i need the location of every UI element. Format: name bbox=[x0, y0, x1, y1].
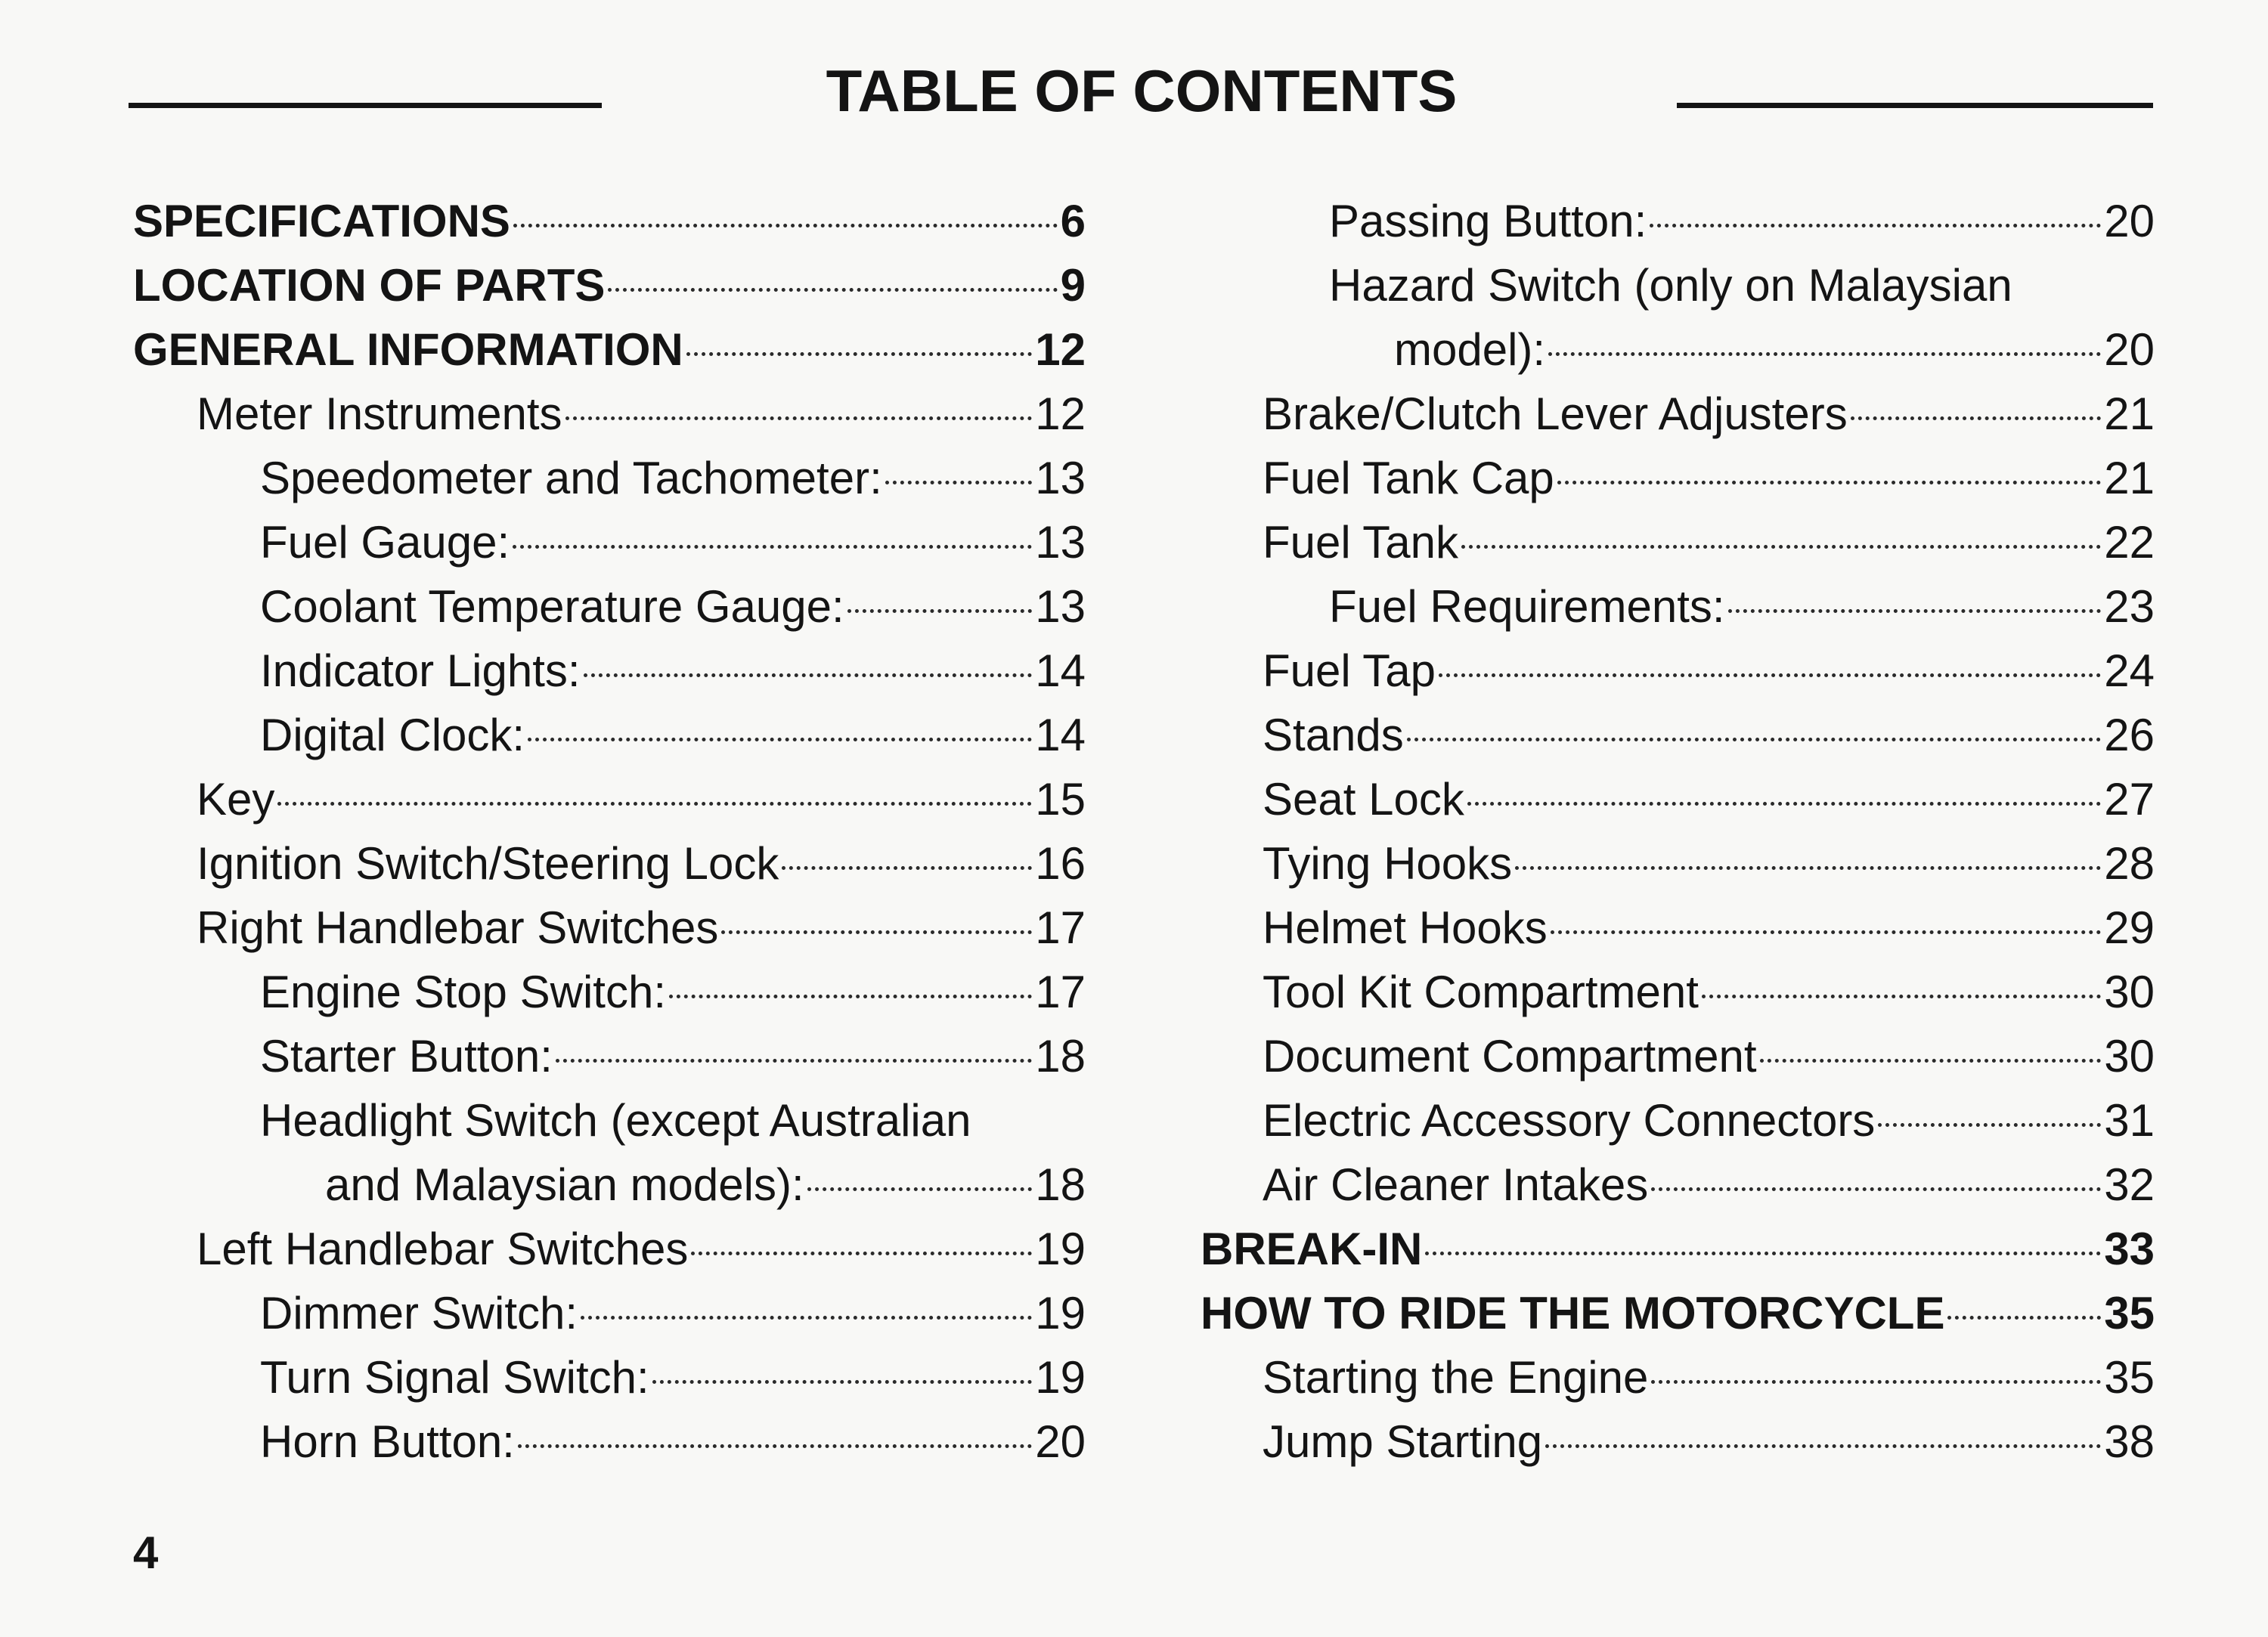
toc-entry[interactable] bbox=[133, 253, 1086, 317]
dot-leader bbox=[528, 738, 1032, 741]
toc-entry-label: Passing Button: bbox=[1329, 196, 1647, 246]
toc-entry[interactable] bbox=[133, 189, 1086, 253]
toc-entry-page: 23 bbox=[2104, 581, 2155, 632]
toc-entry-label: Coolant Temperature Gauge: bbox=[260, 581, 844, 632]
toc-entry[interactable] bbox=[133, 1153, 1086, 1217]
dot-leader bbox=[721, 930, 1032, 934]
toc-entry-page: 20 bbox=[2104, 324, 2155, 375]
toc-entry-label: Starter Button: bbox=[260, 1031, 553, 1082]
toc-entry[interactable] bbox=[1201, 1410, 2155, 1474]
toc-entry-label: Tool Kit Compartment bbox=[1263, 967, 1699, 1017]
toc-entry-label: Brake/Clutch Lever Adjusters bbox=[1263, 388, 1848, 439]
toc-entry[interactable] bbox=[133, 767, 1086, 831]
toc-entry[interactable] bbox=[1201, 1345, 2155, 1410]
toc-entry-label: HOW TO RIDE THE MOTORCYCLE bbox=[1201, 1288, 1945, 1338]
toc-entry-page: 26 bbox=[2104, 710, 2155, 760]
dot-leader bbox=[608, 288, 1057, 292]
dot-leader bbox=[1551, 930, 2101, 934]
toc-entry-page: 13 bbox=[1035, 581, 1086, 632]
dot-leader bbox=[1515, 866, 2101, 870]
toc-entry-page: 30 bbox=[2104, 967, 2155, 1017]
dot-leader bbox=[1728, 609, 2102, 613]
toc-entry[interactable] bbox=[133, 1024, 1086, 1088]
toc-left-column bbox=[133, 189, 1086, 1474]
dot-leader bbox=[1947, 1316, 2101, 1320]
dot-leader bbox=[1851, 416, 2102, 420]
toc-entry[interactable] bbox=[133, 960, 1086, 1024]
dot-leader bbox=[1651, 1380, 2101, 1384]
toc-entry[interactable] bbox=[133, 1410, 1086, 1474]
toc-entry-page: 18 bbox=[1035, 1031, 1086, 1082]
dot-leader bbox=[1557, 481, 2101, 484]
toc-entry[interactable] bbox=[133, 1217, 1086, 1281]
toc-entry-page: 16 bbox=[1035, 838, 1086, 889]
toc-entry-label: Starting the Engine bbox=[1263, 1352, 1649, 1403]
dot-leader bbox=[1425, 1252, 2101, 1255]
toc-entry-page: 30 bbox=[2104, 1031, 2155, 1082]
toc-entry-page: 20 bbox=[2104, 196, 2155, 246]
dot-leader bbox=[1651, 1187, 2101, 1191]
toc-entry[interactable] bbox=[133, 1345, 1086, 1410]
dot-leader bbox=[1407, 738, 2101, 741]
toc-entry-page: 24 bbox=[2104, 645, 2155, 696]
toc-entry-label: Air Cleaner Intakes bbox=[1263, 1159, 1649, 1210]
toc-entry[interactable] bbox=[1201, 703, 2155, 767]
toc-entry[interactable] bbox=[133, 1088, 1086, 1153]
toc-entry-label: LOCATION OF PARTS bbox=[133, 260, 606, 311]
toc-entry-page: 17 bbox=[1035, 902, 1086, 953]
toc-entry-page: 33 bbox=[2104, 1224, 2155, 1274]
dot-leader bbox=[513, 545, 1032, 549]
toc-entry-page: 14 bbox=[1035, 645, 1086, 696]
toc-entry[interactable] bbox=[1201, 1153, 2155, 1217]
toc-entry-label: Indicator Lights: bbox=[260, 645, 581, 696]
toc-entry[interactable] bbox=[133, 510, 1086, 574]
dot-leader bbox=[1650, 224, 2101, 227]
toc-entry-page: 6 bbox=[1060, 196, 1086, 246]
toc-entry[interactable] bbox=[1201, 1024, 2155, 1088]
dot-leader bbox=[885, 481, 1033, 484]
dot-leader bbox=[807, 1187, 1033, 1191]
toc-entry[interactable] bbox=[1201, 189, 2155, 253]
toc-entry-label: model): bbox=[1394, 324, 1546, 375]
dot-leader bbox=[1461, 545, 2101, 549]
toc-entry-label: Electric Accessory Connectors bbox=[1263, 1095, 1876, 1146]
toc-entry-label: Seat Lock bbox=[1263, 774, 1464, 825]
dot-leader bbox=[581, 1316, 1032, 1320]
toc-entry-label: Document Compartment bbox=[1263, 1031, 1757, 1082]
toc-entry[interactable] bbox=[1201, 1217, 2155, 1281]
toc-entry-label: and Malaysian models): bbox=[325, 1159, 804, 1210]
dot-leader bbox=[652, 1380, 1033, 1384]
toc-entry-label: Digital Clock: bbox=[260, 710, 525, 760]
toc-entry[interactable] bbox=[1201, 767, 2155, 831]
dot-leader bbox=[1760, 1059, 2102, 1063]
toc-entry-label: Stands bbox=[1263, 710, 1404, 760]
dot-leader bbox=[847, 609, 1033, 613]
dot-leader bbox=[277, 802, 1032, 806]
toc-entry[interactable] bbox=[1201, 831, 2155, 896]
dot-leader bbox=[1545, 1444, 2101, 1448]
toc-entry[interactable] bbox=[133, 1281, 1086, 1345]
toc-entry[interactable] bbox=[133, 639, 1086, 703]
toc-entry-page: 35 bbox=[2104, 1288, 2155, 1338]
toc-entry-label: Headlight Switch (except Australian bbox=[260, 1095, 971, 1146]
toc-entry-page: 35 bbox=[2104, 1352, 2155, 1403]
toc-entry-label: Dimmer Switch: bbox=[260, 1288, 578, 1338]
toc-entry-page: 15 bbox=[1035, 774, 1086, 825]
toc-entry-label: Fuel Tank bbox=[1263, 517, 1459, 568]
dot-leader bbox=[1439, 673, 2101, 677]
toc-entry-label: Fuel Requirements: bbox=[1329, 581, 1725, 632]
dot-leader bbox=[782, 866, 1032, 870]
toc-entry[interactable] bbox=[133, 831, 1086, 896]
page-number: 4 bbox=[133, 1527, 159, 1578]
toc-entry-page: 17 bbox=[1035, 967, 1086, 1017]
toc-entry-page: 20 bbox=[1035, 1416, 1086, 1467]
dot-leader bbox=[565, 416, 1033, 420]
toc-entry-label: Fuel Gauge: bbox=[260, 517, 510, 568]
toc-entry-page: 22 bbox=[2104, 517, 2155, 568]
toc-entry-page: 28 bbox=[2104, 838, 2155, 889]
toc-entry-label: Left Handlebar Switches bbox=[197, 1224, 689, 1274]
toc-entry[interactable] bbox=[1201, 446, 2155, 510]
toc-entry-label: Horn Button: bbox=[260, 1416, 515, 1467]
toc-entry-page: 29 bbox=[2104, 902, 2155, 953]
toc-entry-label: Jump Starting bbox=[1263, 1416, 1543, 1467]
toc-entry-page: 19 bbox=[1035, 1352, 1086, 1403]
toc-entry-page: 31 bbox=[2104, 1095, 2155, 1146]
dot-leader bbox=[691, 1252, 1032, 1255]
toc-entry[interactable] bbox=[1201, 574, 2155, 639]
toc-entry-page: 14 bbox=[1035, 710, 1086, 760]
dot-leader bbox=[584, 673, 1033, 677]
toc-entry-label: Fuel Tank Cap bbox=[1263, 453, 1554, 503]
title-rule-left bbox=[129, 103, 602, 108]
toc-entry-page: 27 bbox=[2104, 774, 2155, 825]
toc-entry[interactable] bbox=[1201, 253, 2155, 317]
toc-entry-label: Ignition Switch/Steering Lock bbox=[197, 838, 779, 889]
toc-entry[interactable] bbox=[1201, 896, 2155, 960]
dot-leader bbox=[686, 352, 1032, 356]
toc-entry[interactable] bbox=[1201, 639, 2155, 703]
toc-entry-label: Key bbox=[197, 774, 275, 825]
toc-entry-label: Right Handlebar Switches bbox=[197, 902, 719, 953]
toc-entry-label: Turn Signal Switch: bbox=[260, 1352, 649, 1403]
toc-entry-page: 32 bbox=[2104, 1159, 2155, 1210]
toc-entry[interactable] bbox=[1201, 382, 2155, 446]
toc-entry[interactable] bbox=[133, 446, 1086, 510]
dot-leader bbox=[1878, 1123, 2101, 1127]
dot-leader bbox=[513, 224, 1058, 227]
toc-entry[interactable] bbox=[133, 574, 1086, 639]
dot-leader bbox=[669, 995, 1032, 998]
toc-entry[interactable] bbox=[133, 317, 1086, 382]
toc-entry-page: 19 bbox=[1035, 1224, 1086, 1274]
toc-entry-page: 19 bbox=[1035, 1288, 1086, 1338]
toc-entry-page: 12 bbox=[1035, 324, 1086, 375]
dot-leader bbox=[1702, 995, 2101, 998]
toc-entry-page: 21 bbox=[2104, 453, 2155, 503]
toc-entry-page: 38 bbox=[2104, 1416, 2155, 1467]
toc-entry-page: 13 bbox=[1035, 517, 1086, 568]
toc-entry-page: 21 bbox=[2104, 388, 2155, 439]
toc-entry-label: Fuel Tap bbox=[1263, 645, 1436, 696]
toc-entry-label: GENERAL INFORMATION bbox=[133, 324, 683, 375]
toc-entry-page: 9 bbox=[1060, 260, 1086, 311]
toc-entry-label: SPECIFICATIONS bbox=[133, 196, 510, 246]
toc-entry-label: Speedometer and Tachometer: bbox=[260, 453, 882, 503]
dot-leader bbox=[518, 1444, 1032, 1448]
toc-entry-label: Helmet Hooks bbox=[1263, 902, 1548, 953]
toc-entry[interactable] bbox=[1201, 960, 2155, 1024]
toc-entry[interactable] bbox=[133, 896, 1086, 960]
toc-entry-page: 13 bbox=[1035, 453, 1086, 503]
title-rule-right bbox=[1677, 103, 2153, 108]
toc-entry-page: 18 bbox=[1035, 1159, 1086, 1210]
toc-entry-label: BREAK-IN bbox=[1201, 1224, 1423, 1274]
toc-entry-label: Hazard Switch (only on Malaysian bbox=[1329, 260, 2012, 311]
toc-entry[interactable] bbox=[1201, 510, 2155, 574]
dot-leader bbox=[1548, 352, 2101, 356]
dot-leader bbox=[1467, 802, 2101, 806]
page-title: TABLE OF CONTENTS bbox=[826, 57, 1458, 124]
toc-entry[interactable] bbox=[133, 703, 1086, 767]
toc-entry[interactable] bbox=[1201, 317, 2155, 382]
toc-entry-label: Tying Hooks bbox=[1263, 838, 1513, 889]
toc-entry[interactable] bbox=[133, 382, 1086, 446]
toc-entry[interactable] bbox=[1201, 1088, 2155, 1153]
toc-right-column bbox=[1201, 189, 2155, 1474]
toc-entry[interactable] bbox=[1201, 1281, 2155, 1345]
toc-entry-label: Meter Instruments bbox=[197, 388, 562, 439]
toc-entry-page: 12 bbox=[1035, 388, 1086, 439]
toc-entry-label: Engine Stop Switch: bbox=[260, 967, 666, 1017]
dot-leader bbox=[556, 1059, 1032, 1063]
